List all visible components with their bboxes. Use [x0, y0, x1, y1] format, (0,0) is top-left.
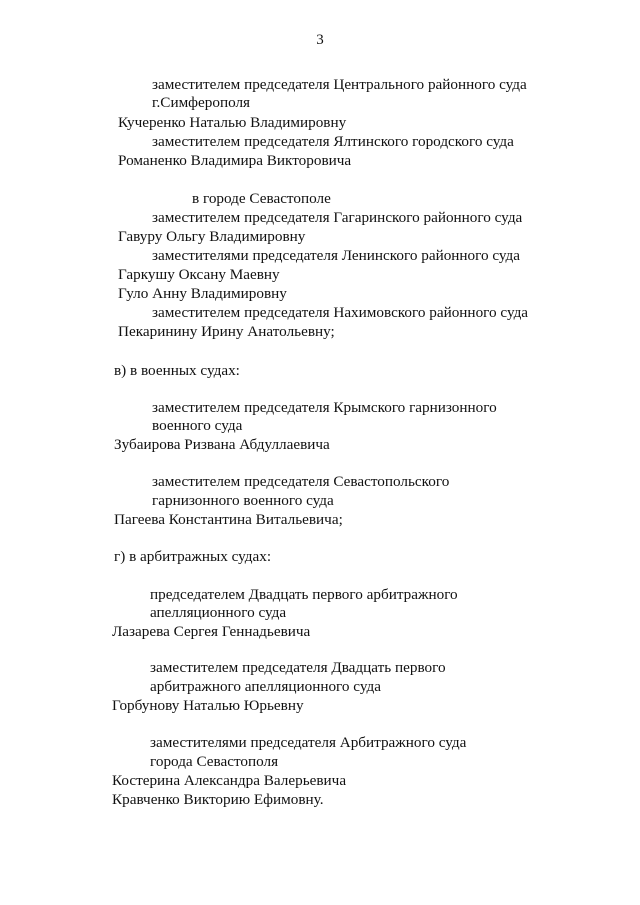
- text-line: заместителем председателя Двадцать первого: [150, 659, 446, 676]
- text-line: заместителями председателя Ленинского районного суда: [152, 247, 521, 264]
- text-line: Кучеренко Наталью Владимировну: [118, 114, 347, 131]
- text-line: Кравченко Викторию Ефимовну.: [112, 791, 324, 808]
- section-heading: в) в военных судах:: [114, 362, 240, 379]
- text-line: Гуло Анну Владимировну: [118, 285, 287, 302]
- text-line: заместителем председателя Нахимовского районного суда: [152, 304, 529, 321]
- text-line: Гаркушу Оксану Маевну: [118, 266, 280, 283]
- text-line: города Севастополя: [150, 753, 279, 770]
- text-line: Гавуру Ольгу Владимировну: [118, 228, 306, 245]
- text-line: Зубаирова Ризвана Абдуллаевича: [114, 436, 330, 453]
- text-line: апелляционного суда: [150, 604, 287, 621]
- section-heading: в городе Севастополе: [192, 190, 331, 207]
- text-line: гарнизонного военного суда: [152, 492, 334, 509]
- text-line: заместителем председателя Ялтинского городского суда: [152, 133, 514, 150]
- text-line: заместителями председателя Арбитражного суда: [150, 734, 467, 751]
- text-line: арбитражного апелляционного суда: [150, 678, 381, 695]
- text-line: заместителем председателя Севастопольского: [152, 473, 450, 490]
- text-line: Пагеева Константина Витальевича;: [114, 511, 343, 528]
- text-line: Пекаринину Ирину Анатольевну;: [118, 323, 335, 340]
- text-line: заместителем председателя Гагаринского районного суда: [152, 209, 523, 226]
- text-line: военного суда: [152, 417, 243, 434]
- section-heading: г) в арбитражных судах:: [114, 548, 272, 565]
- text-line: заместителем председателя Крымского гарнизонного: [152, 399, 497, 416]
- text-line: Горбунову Наталью Юрьевну: [112, 697, 304, 714]
- text-line: г.Симферополя: [152, 94, 251, 111]
- text-line: заместителем председателя Центрального районного суда: [152, 76, 527, 93]
- page-number: 3: [316, 32, 324, 48]
- text-line: председателем Двадцать первого арбитражного: [150, 586, 458, 603]
- text-line: Лазарева Сергея Геннадьевича: [112, 623, 311, 640]
- text-line: Костерина Александра Валерьевича: [112, 772, 347, 789]
- text-line: Романенко Владимира Викторовича: [118, 152, 352, 169]
